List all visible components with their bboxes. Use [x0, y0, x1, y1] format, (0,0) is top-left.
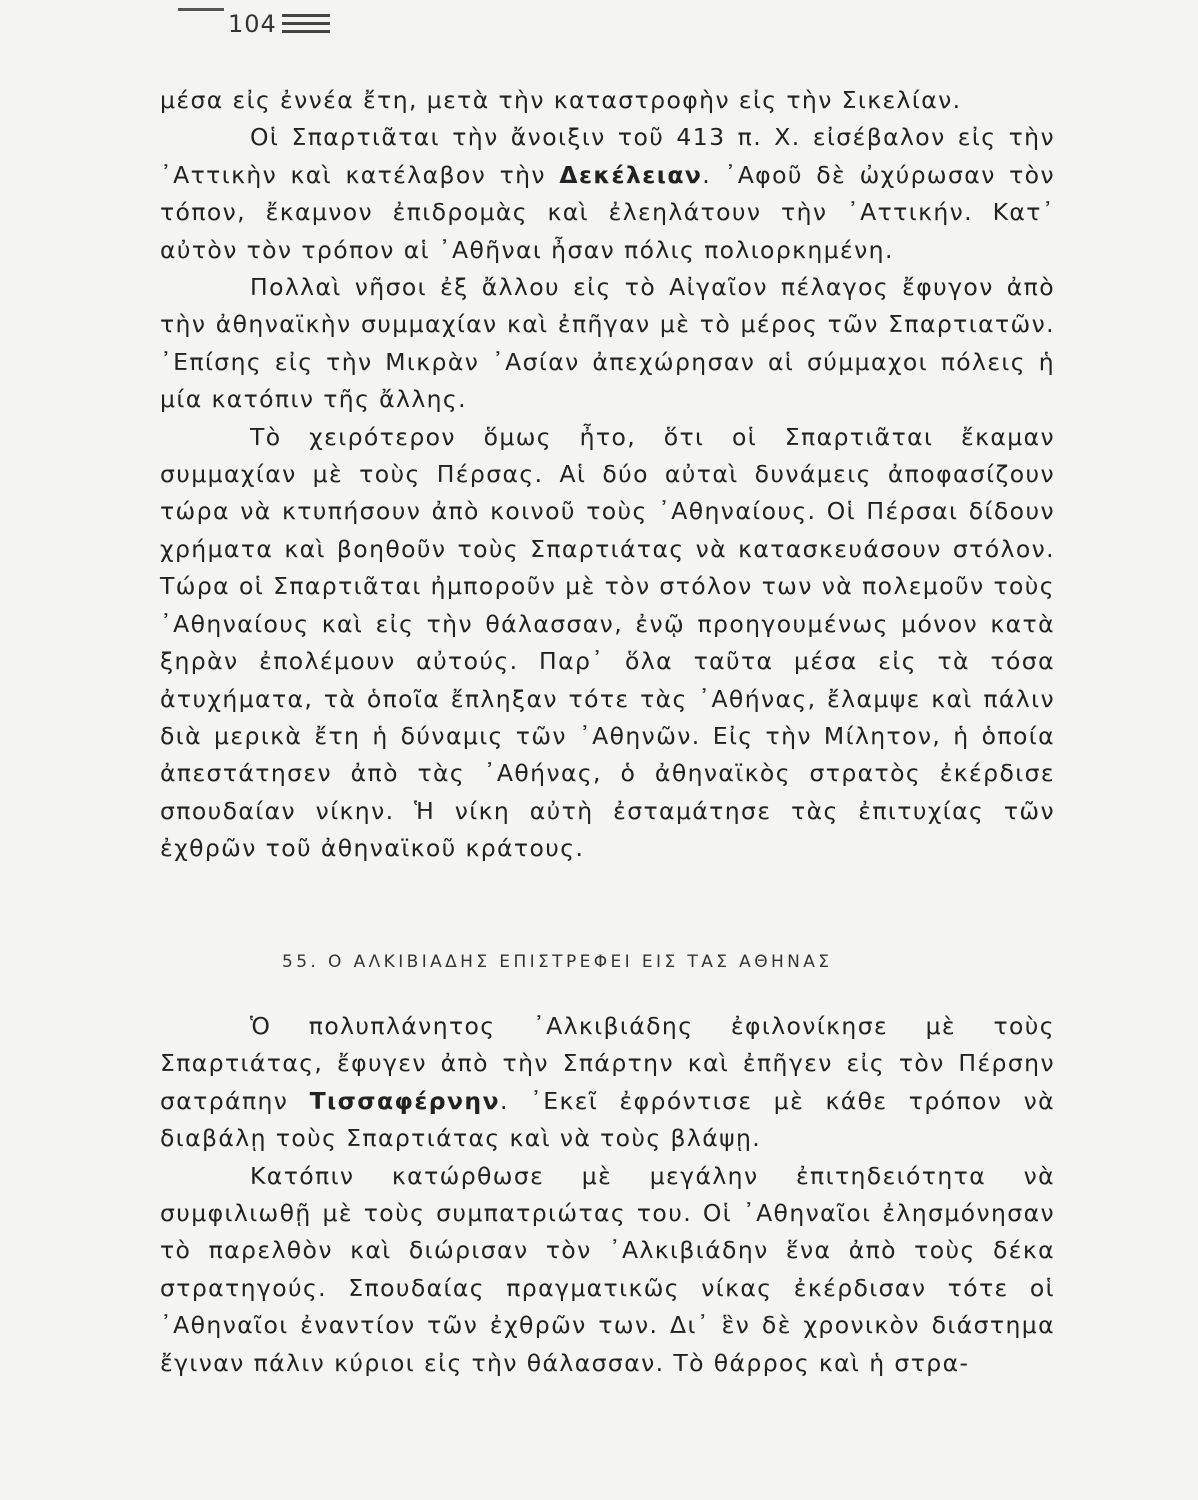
text-run: Οἱ Σπαρτιᾶται τὴν ἄνοιξιν τοῦ 413 π. Χ. εἰσέβαλον εἰς τὴν ᾿Αττικὴν καὶ κατέλαβον τὴν	[160, 123, 1055, 189]
paragraph-alcibiades	[160, 1008, 1055, 1158]
bold-term-dekeleia: Δεκέλειαν	[559, 160, 703, 189]
section-text-continued	[160, 82, 1055, 868]
paragraph-reconciliation: Κατόπιν κατώρθωσε μὲ μεγάλην ἐπιτηδειότητα νὰ συμφιλιωθῇ μὲ τοὺς συμπατριώτας του. Οἱ ᾿Αθηναῖοι ἐλησμόνησαν τὸ παρελθὸν καὶ διώρισαν τὸν ᾿Αλκιβιάδην ἕνα ἀπὸ τοὺς δέκα στρατηγούς. Σπουδαίας πραγματικῶς νίκας ἐκέρδισαν τότε οἱ ᾿Αθηναῖοι ἐναντίον τῶν ἐχθρῶν των. Δι᾿ ἓν δὲ χρονικὸν διάστημα ἔγιναν πάλιν κύριοι εἰς τὴν θάλασσαν. Τὸ θάρρος καὶ ἡ στρα-	[160, 1161, 1055, 1377]
paragraph-islands: Πολλαὶ νῆσοι ἐξ ἄλλου εἰς τὸ Αἰγαῖον πέλαγος ἔφυγον ἀπὸ τὴν ἀθηναϊκὴν συμμαχίαν καὶ ἐπῆγαν μὲ τὸ μέρος τῶν Σπαρτιατῶν. ᾿Επίσης εἰς τὴν Μικρὰν ᾿Ασίαν ἀπεχώρησαν αἱ σύμμαχοι πόλεις ἡ μία κατόπιν τῆς ἄλλης.	[160, 273, 1055, 414]
text-run: . ᾿Αφοῦ δὲ ὠχύρωσαν τὸν τόπον, ἔκαμνον ἐπιδρομὰς καὶ ἐλεηλάτουν τὴν ᾿Αττικήν. Κατ᾿ αὐτὸν τὸν τρόπον αἱ ᾿Αθῆναι ἦσαν πόλις πολιορκημένη.	[160, 160, 1055, 264]
section-heading: 55. Ο ΑΛΚΙΒΙΑΔΗΣ ΕΠΙΣΤΡΕΦΕΙ ΕΙΣ ΤΑΣ ΑΘΗΝΑΣ	[282, 952, 833, 972]
paragraph-dekeleia	[160, 119, 1055, 269]
header-ornament	[282, 14, 330, 44]
section-text-alcibiades	[160, 1008, 1055, 1382]
text-run: . ᾿Εκεῖ ἐφρόντισε μὲ κάθε τρόπον νὰ διαβάλῃ τοὺς Σπαρτιάτας καὶ νὰ τοὺς βλάψῃ.	[160, 1086, 1055, 1153]
text-run: Ὁ πολυπλάνητος ᾿Αλκιβιάδης ἐφιλονίκησε μὲ τοὺς Σπαρτιάτας, ἔφυγεν ἀπὸ τὴν Σπάρτην καὶ ἐπῆγεν εἰς τὸν Πέρσην σατράπην	[160, 1012, 1055, 1115]
paragraph-continued: μέσα εἰς ἐννέα ἔτη, μετὰ τὴν καταστροφὴν εἰς τὴν Σικελίαν.	[160, 86, 962, 114]
bold-term-tissaphernes: Τισσαφέρνην	[309, 1086, 500, 1115]
header-rule	[178, 8, 224, 11]
paragraph-persians: Τὸ χειρότερον ὅμως ἦτο, ὅτι οἱ Σπαρτιᾶται ἔκαμαν συμμαχίαν μὲ τοὺς Πέρσας. Αἱ δύο αὐταὶ δυνάμεις ἀποφασίζουν τώρα νὰ κτυπήσουν ἀπὸ κοινοῦ τοὺς ᾿Αθηναίους. Οἱ Πέρσαι δίδουν χρήματα καὶ βοηθοῦν τοὺς Σπαρτιάτας νὰ κατασκευάσουν στόλον. Τώρα οἱ Σπαρτιᾶται ἠμποροῦν μὲ τὸν στόλον των νὰ πολεμοῦν τοὺς ᾿Αθηναίους καὶ εἰς τὴν θάλασσαν, ἐνῷ προηγουμένως μόνον κατὰ ξηρὰν ἐπολέμουν αὐτούς. Παρ᾿ ὅλα ταῦτα μέσα εἰς τὰ τόσα ἀτυχήματα, τὰ ὁποῖα ἔπληξαν τότε τὰς ᾿Αθήνας, ἔλαμψε καὶ πάλιν διὰ μερικὰ ἔτη ἡ δύναμις τῶν ᾿Αθηνῶν. Εἰς τὴν Μίλητον, ἡ ὁποία ἀπεστάτησεν ἀπὸ τὰς ᾿Αθήνας, ὁ ἀθηναϊκὸς στρατὸς ἐκέρδισε σπουδαίαν νίκην. Ἡ νίκη αὐτὴ ἐσταμάτησε τὰς ἐπιτυχίας τῶν ἐχθρῶν τοῦ ἀθηναϊκοῦ κράτους.	[160, 422, 1055, 863]
page-number: 104	[228, 10, 277, 38]
